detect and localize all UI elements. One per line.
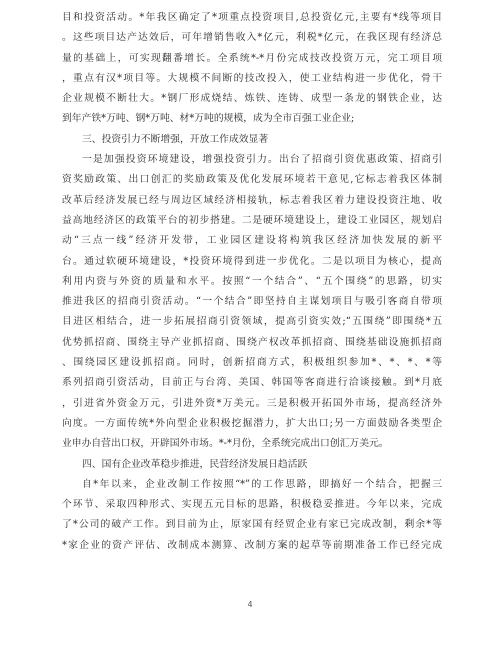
text-line: 利用内资与外资的质量和水平。按照“一个结合”、“五个围绕”的思路，切实: [62, 275, 442, 287]
text-line: 三、投资引力不断增强，开放工作成效显著: [82, 133, 269, 145]
text-line: 业申办自营出口权，开辟国外市场。*-*月份，全系统完成出口创汇万美元。: [62, 438, 389, 450]
text-line: 目进区相结合，进一步拓展招商引资领域，提高引资实效;“五围绕”即围绕*五: [62, 316, 442, 328]
text-line: 一是加强投资环境建设，增强投资引力。出台了招商引资优惠政策、招商引: [82, 154, 442, 166]
text-line: 。这些项目达产达效后，可年增销售收入*亿元，利税*亿元，在我区现有经济总: [62, 32, 442, 44]
text-line: ，引进省外资金万元，引进外资*万美元。三是积极开拓国外市场，提高经济外: [62, 397, 442, 409]
text-line: 四、国有企业改革稳步推进，民营经济发展日趋活跃: [82, 458, 308, 470]
text-line: 资奖励政策、出口创汇的奖励政策及优化发展环境若干意见,它标志着我区体制: [62, 174, 442, 186]
text-line: 量的基础上，可实现翻番增长。全系统*-*月份完成技改投资万元，完工项目项: [62, 52, 442, 64]
page-number: 4: [247, 600, 253, 609]
text-line: 个环节、采取四种形式、实现五元目标的思路，积极稳妥推进。今年以来，完成: [62, 499, 442, 511]
text-line: 到年产铁*万吨、钢*万吨、材*万吨的规模，成为全市百强工业企业;: [62, 113, 355, 125]
text-line: 台。通过软硬环境建设，*投资环境得到进一步优化。二是以项目为核心，提高: [62, 255, 442, 267]
body-text: [62, 8, 442, 556]
text-line: 优势抓招商、围绕主导产业抓招商、围绕产权改革抓招商、围绕基础设施抓招商: [62, 336, 442, 348]
text-line: ，重点有汉*项目等。大规模不间断的技改投入，使工业结构进一步优化，骨干: [62, 72, 442, 84]
text-line: 推进我区的招商引资活动。“一个结合”即坚持自主谋划项目与吸引客商自带项: [62, 296, 442, 308]
text-line: *家企业的资产评估、改制成本测算、改制方案的起草等前期准备工作已经完成: [62, 539, 442, 551]
text-line: 系列招商引资活动，目前正与台湾、美国、韩国等客商进行洽谈接触。到*月底: [62, 377, 442, 389]
text-line: 目和投资活动。*年我区确定了*项重点投资项目,总投资亿元,主要有*线等项目: [62, 12, 442, 23]
text-line: 企业规模不断壮大。*钢厂形成烧结、炼铁、连铸、成型一条龙的钢铁企业，达: [62, 93, 442, 105]
text-line: 了*公司的破产工作。到目前为止，原家国有经贸企业有家已完成改制，剩余*等: [62, 519, 442, 531]
text-line: 改革后经济发展已经与周边区域经济相接轨，标志着我区着力建设投资注地、收: [62, 194, 442, 206]
text-line: 益高地经济区的政策平台的初步搭建。二是硬环境建设上，建设工业园区，规划启: [62, 214, 442, 226]
text-line: 、围绕园区建设抓招商。同时，创新招商方式，积极组织参加*、*、*、*等: [62, 357, 442, 369]
text-line: 动“三点一线”经济开发带，工业园区建设将构筑我区经济加快发展的新平: [62, 235, 442, 247]
text-line: 自*年以来，企业改制工作按照“*”的工作思路，即搞好一个结合，把握三: [82, 478, 442, 490]
text-line: 向度。一方面传统*外向型企业积极挖掘潜力，扩大出口;另一方面鼓励各类型企: [62, 417, 442, 429]
